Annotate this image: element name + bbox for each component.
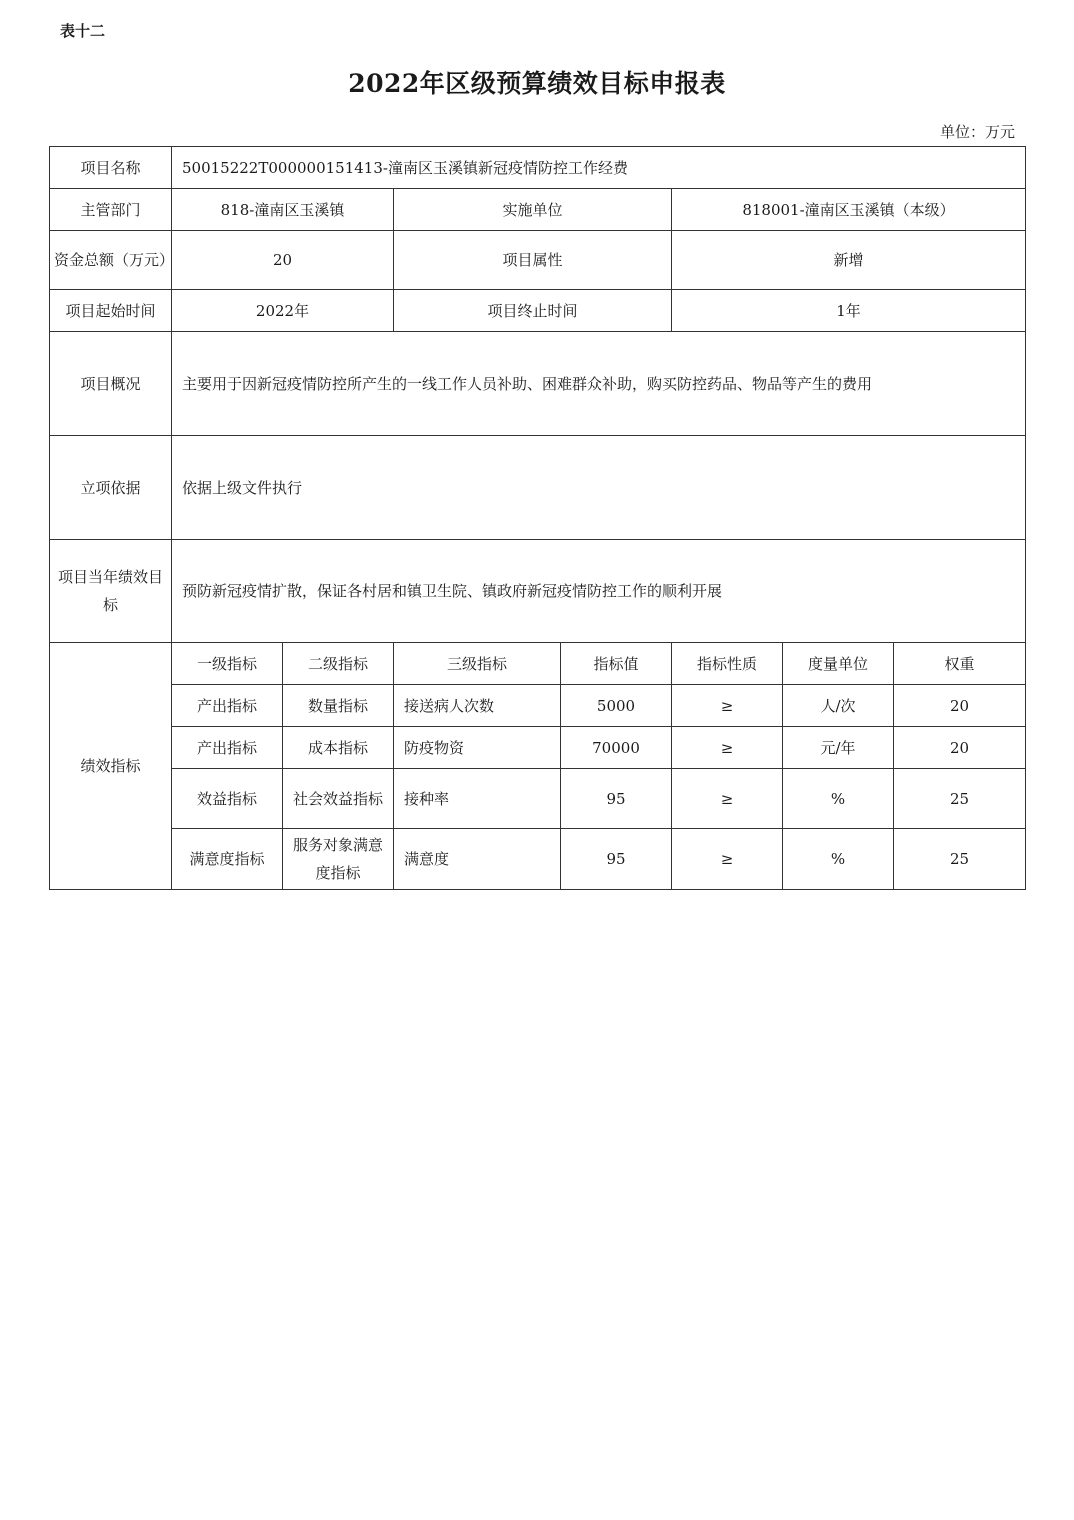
end-label: 项目终止时间 [394,290,672,332]
level3-indicator: 满意度 [394,829,561,890]
measure-unit: % [783,769,894,829]
project-name-row [50,147,1026,189]
level1-indicator: 满意度指标 [172,829,283,890]
level2-indicator: 社会效益指标 [283,769,394,829]
impl-unit-value: 818001-潼南区玉溪镇（本级） [672,189,1026,231]
level2-indicator: 成本指标 [283,727,394,769]
level1-indicator: 效益指标 [172,769,283,829]
fund-value: 20 [172,231,394,290]
project-name-label: 项目名称 [50,147,172,189]
weight: 20 [894,685,1026,727]
attr-value: 新增 [672,231,1026,290]
basis-row [50,436,1026,540]
end-value: 1年 [672,290,1026,332]
fund-row [50,231,1026,290]
basis-label: 立项依据 [50,436,172,540]
indicator-value: 95 [561,829,672,890]
indicator-header: 一级指标 [172,643,283,685]
indicator-header-row [50,643,1026,685]
weight: 20 [894,727,1026,769]
impl-unit-label: 实施单位 [394,189,672,231]
level2-indicator: 服务对象满意度指标 [283,829,394,890]
indicator-value: 95 [561,769,672,829]
indicator-nature: ≥ [672,829,783,890]
level3-indicator: 防疫物资 [394,727,561,769]
goal-label: 项目当年绩效目标 [50,540,172,643]
perf-label: 绩效指标 [50,643,172,890]
weight: 25 [894,769,1026,829]
dept-value: 818-潼南区玉溪镇 [172,189,394,231]
level1-indicator: 产出指标 [172,685,283,727]
goal-row [50,540,1026,643]
level2-indicator: 数量指标 [283,685,394,727]
overview-row [50,332,1026,436]
indicator-header: 二级指标 [283,643,394,685]
goal-value: 预防新冠疫情扩散，保证各村居和镇卫生院、镇政府新冠疫情防控工作的顺利开展 [172,540,1026,643]
department-row [50,189,1026,231]
indicator-row [50,685,1026,727]
indicator-nature: ≥ [672,685,783,727]
fund-label: 资金总额（万元） [50,231,172,290]
indicator-row [50,829,1026,890]
measure-unit: % [783,829,894,890]
budget-performance-form [49,146,1026,890]
attr-label: 项目属性 [394,231,672,290]
indicator-nature: ≥ [672,769,783,829]
measure-unit: 元/年 [783,727,894,769]
start-label: 项目起始时间 [50,290,172,332]
document-number-label: 表十二 [60,22,106,40]
measure-unit: 人/次 [783,685,894,727]
indicator-header: 指标值 [561,643,672,685]
indicator-value: 70000 [561,727,672,769]
level1-indicator: 产出指标 [172,727,283,769]
weight: 25 [894,829,1026,890]
dept-label: 主管部门 [50,189,172,231]
indicator-header: 度量单位 [783,643,894,685]
level3-indicator: 接送病人次数 [394,685,561,727]
indicator-row [50,769,1026,829]
indicator-header: 三级指标 [394,643,561,685]
overview-label: 项目概况 [50,332,172,436]
start-value: 2022年 [172,290,394,332]
period-row [50,290,1026,332]
overview-value: 主要用于因新冠疫情防控所产生的一线工作人员补助、困难群众补助，购买防控药品、物品等产生的费用 [172,332,1026,436]
unit-label: 单位：万元 [939,123,1015,141]
basis-value: 依据上级文件执行 [172,436,1026,540]
page-title: 2022年区级预算绩效目标申报表 [348,69,726,98]
level3-indicator: 接种率 [394,769,561,829]
indicator-header: 指标性质 [672,643,783,685]
indicator-value: 5000 [561,685,672,727]
indicator-nature: ≥ [672,727,783,769]
indicator-row [50,727,1026,769]
project-name-value: 50015222T000000151413-潼南区玉溪镇新冠疫情防控工作经费 [172,147,1026,189]
indicator-header: 权重 [894,643,1026,685]
